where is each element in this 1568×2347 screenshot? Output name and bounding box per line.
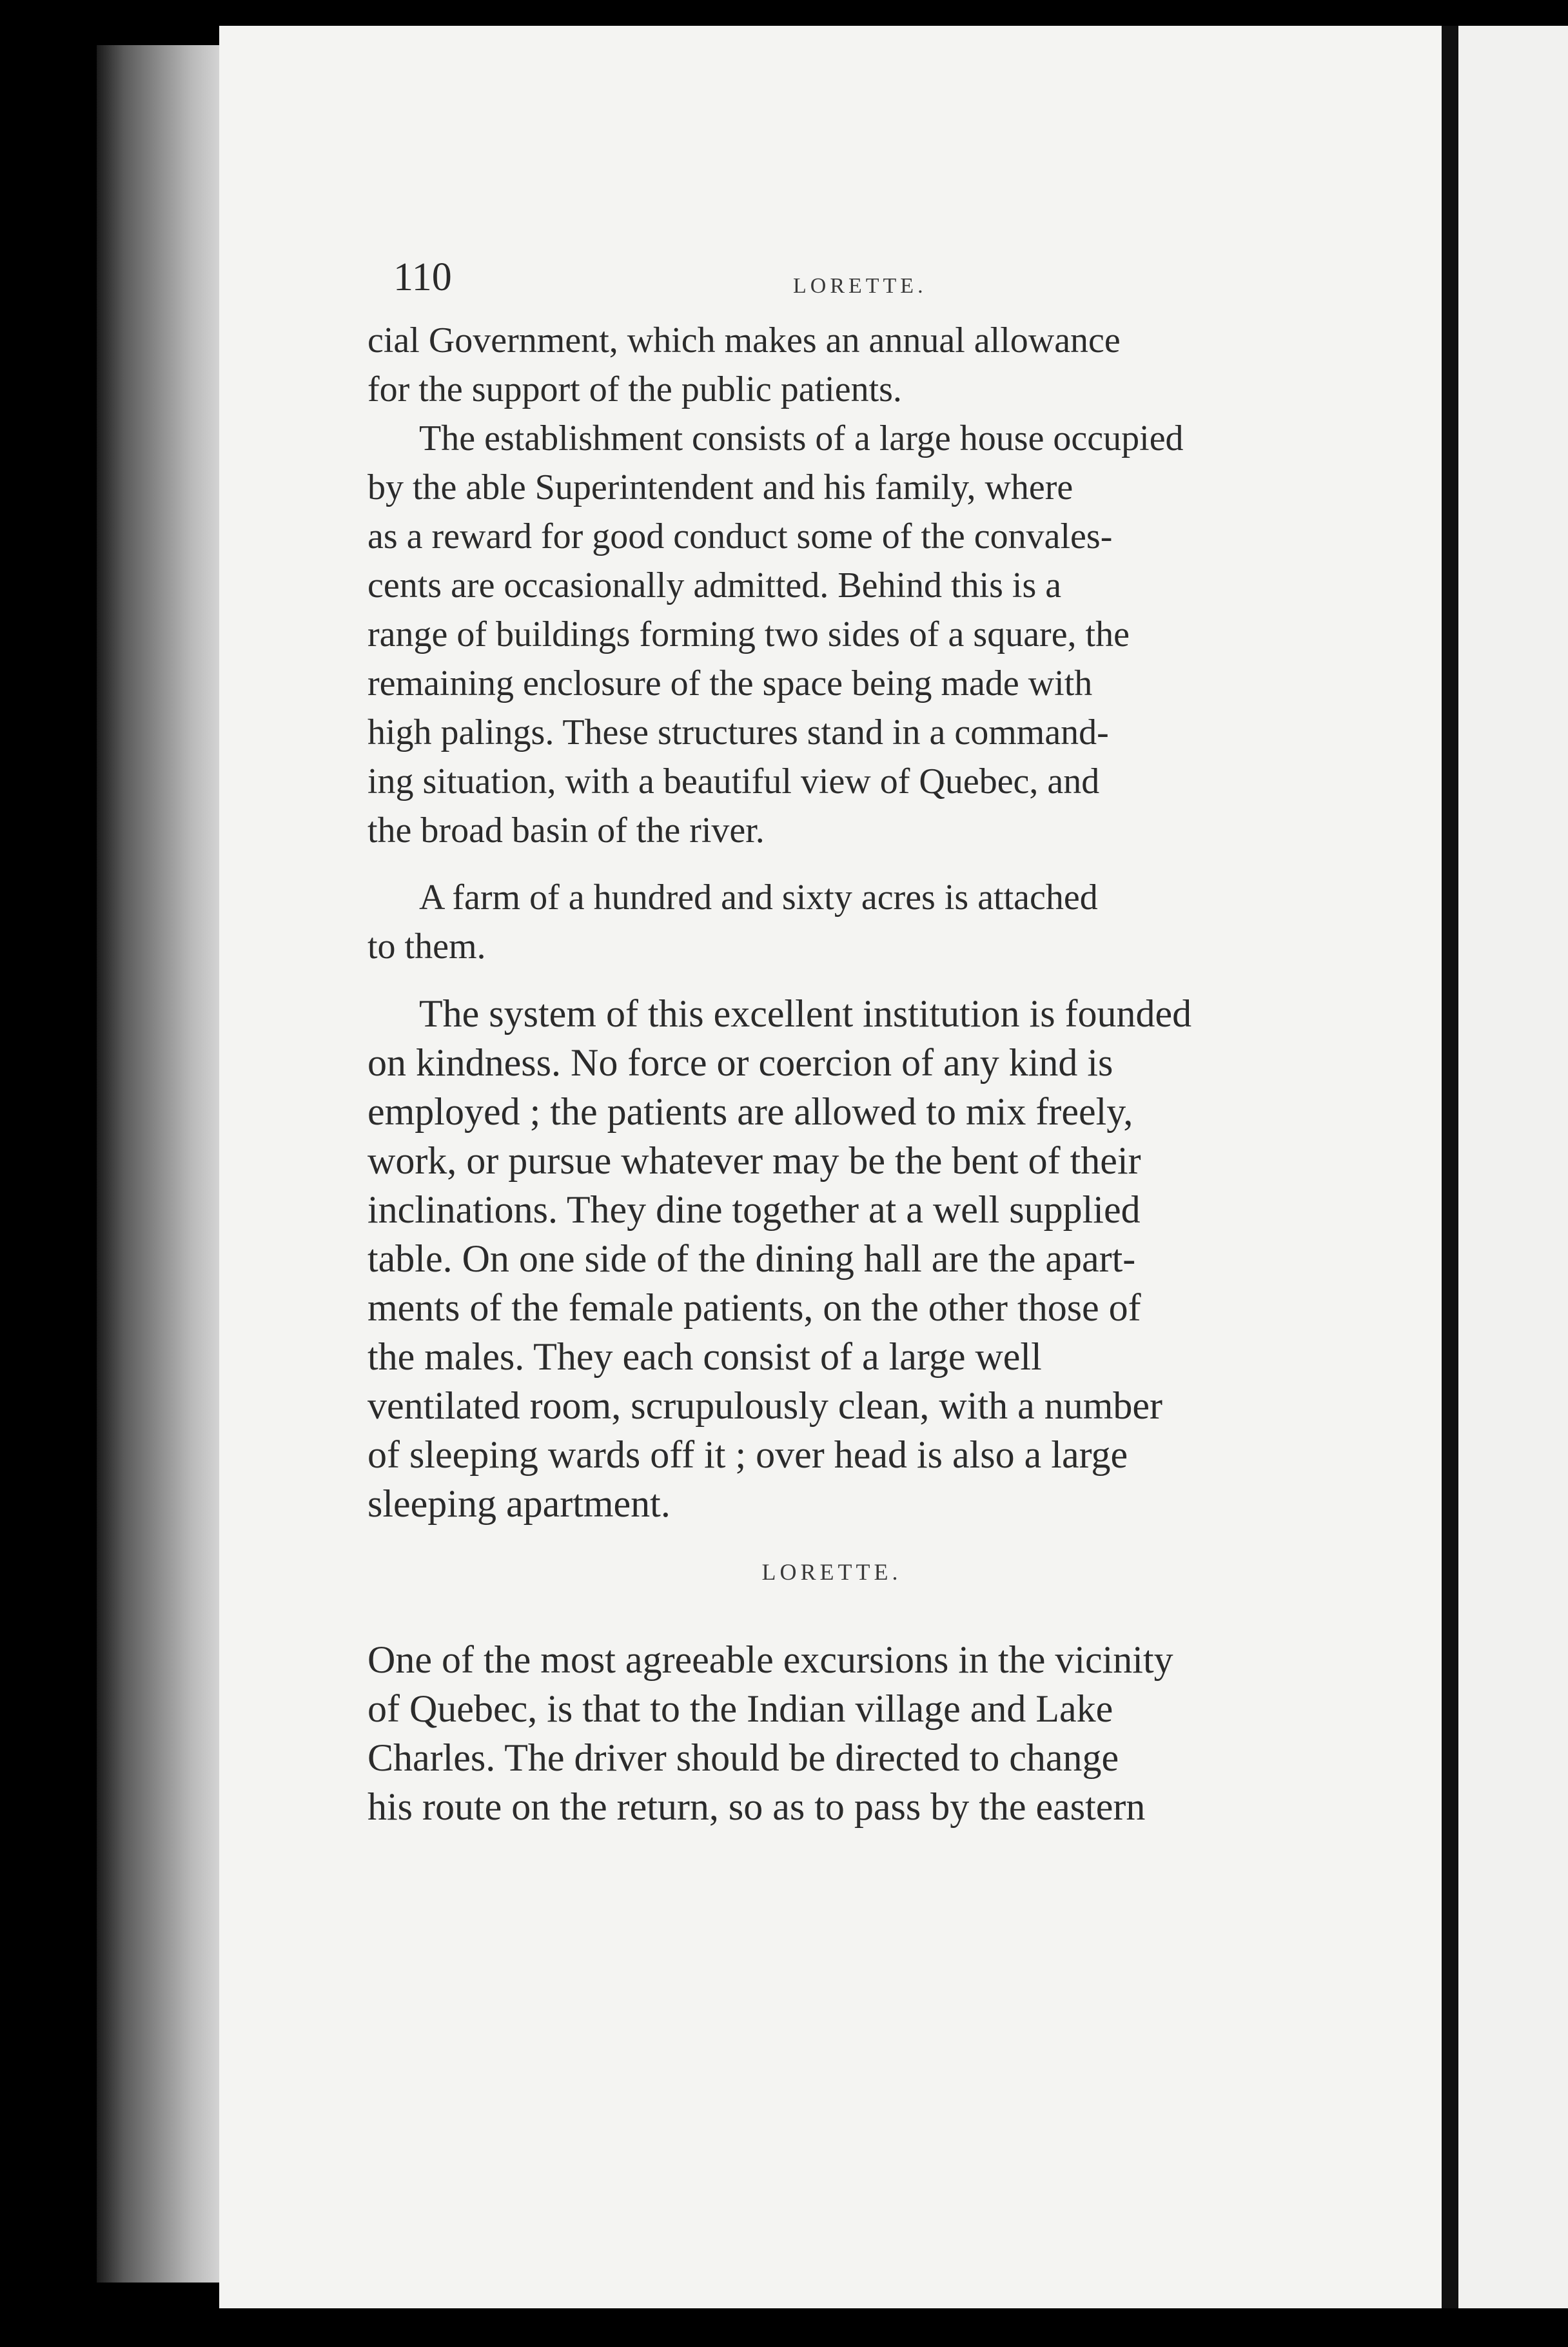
text-line: of sleeping wards off it ; over head is also a large [368,1433,1128,1476]
text-line: the broad basin of the river. [368,810,765,850]
text-line: table. On one side of the dining hall are the apart- [368,1237,1136,1280]
text-line: ments of the female patients, on the other those of [368,1286,1141,1329]
text-line: by the able Superintendent and his family, where [368,467,1073,507]
text-line: of Quebec, is that to the Indian village and Lake [368,1687,1113,1730]
running-head: LORETTE. [793,274,927,298]
text-line: work, or pursue whatever may be the bent of their [368,1139,1141,1182]
text-line: A farm of a hundred and sixty acres is attached [419,878,1098,918]
page-body [368,316,1296,1831]
text-line: employed ; the patients are allowed to mix freely, [368,1090,1133,1133]
text-line: his route on the return, so as to pass by the eastern [368,1785,1146,1828]
text-line: the males. They each consist of a large well [368,1335,1042,1378]
paragraph-5 [368,1635,1296,1831]
text-line: high palings. These structures stand in a command- [368,712,1109,752]
page-gutter [1442,26,1458,2308]
text-line: cents are occasionally admitted. Behind this is a [368,565,1062,605]
text-line: The system of this excellent institution is founded [419,992,1192,1035]
facing-page-edge [1458,26,1568,2308]
text-line: ventilated room, scrupulously clean, with a number [368,1384,1163,1427]
section-heading: LORETTE. [761,1559,902,1585]
text-line: ing situation, with a beautiful view of Quebec, and [368,761,1100,801]
paragraph-4 [368,989,1296,1528]
text-line: remaining enclosure of the space being made with [368,663,1093,703]
text-line: One of the most agreeable excursions in the vicinity [368,1638,1173,1681]
text-line: cial Government, which makes an annual allowance [368,320,1121,360]
paragraph-1 [368,316,1296,414]
text-line: The establishment consists of a large house occupied [419,418,1184,458]
page-number: 110 [393,255,452,299]
text-line: on kindness. No force or coercion of any kind is [368,1041,1113,1084]
text-line: sleeping apartment. [368,1482,671,1525]
text-line: for the support of the public patients. [368,369,902,409]
text-line: Charles. The driver should be directed to change [368,1736,1119,1779]
text-line: range of buildings forming two sides of a square, the [368,614,1130,654]
paragraph-3 [368,873,1296,971]
text-line: to them. [368,927,486,967]
page-header [393,255,1283,313]
text-line: as a reward for good conduct some of the convales- [368,516,1113,556]
paragraph-2 [368,414,1296,855]
text-line: inclinations. They dine together at a well supplied [368,1188,1141,1231]
book-spine-edge [97,45,232,2283]
